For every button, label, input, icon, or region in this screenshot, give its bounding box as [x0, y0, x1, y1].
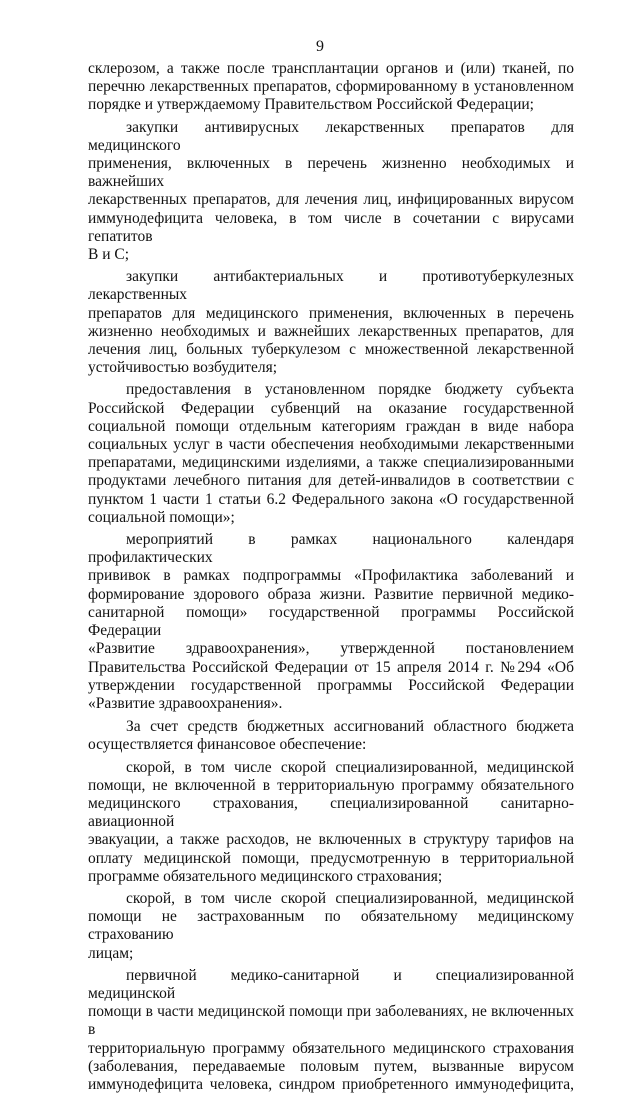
text-line: За счет средств бюджетных ассигнований областного бюджета: [126, 718, 574, 736]
paragraph: [88, 718, 574, 754]
text-line: Российской Федерации субвенций на оказание государственной: [88, 399, 574, 417]
text-line: программе обязательного медицинского страхования;: [88, 867, 443, 885]
paragraph: [88, 890, 574, 963]
text-line: перечню лекарственных препаратов, сформированному в установленном: [88, 78, 574, 96]
text-line: иммунодефицита человека, в том числе в сочетании с вирусами гепатитов: [88, 209, 574, 245]
text-line: социальной помощи»;: [88, 508, 235, 526]
text-line: (заболевания, передаваемые половым путем, вызванные вирусом: [88, 1057, 574, 1075]
text-line: пунктом 1 части 1 статьи 6.2 Федерального закона «О государственной: [88, 490, 574, 508]
text-line: помощи в части медицинской помощи при заболеваниях, не включенных в: [88, 1003, 574, 1039]
paragraph: [88, 759, 574, 886]
text-line: препаратами, медицинскими изделиями, а также специализированными: [88, 454, 574, 472]
text-line: «Развитие здравоохранения», утвержденной постановлением: [88, 640, 574, 658]
text-line: жизненно необходимых и важнейших лекарственных препаратов, для: [88, 322, 574, 340]
text-line: помощи не застрахованным по обязательному медицинскому страхованию: [88, 908, 574, 944]
document-body: [88, 60, 574, 1094]
text-line: формирование здорового образа жизни. Развитие первичной медико-: [88, 585, 574, 603]
text-line: закупки антибактериальных и противотуберкулезных лекарственных: [88, 268, 574, 304]
text-line: медицинского страхования, специализированной санитарно-авиационной: [88, 794, 574, 831]
text-line: иммунодефицита человека, синдром приобретенного иммунодефицита,: [88, 1075, 574, 1093]
text-line: скорой, в том числе скорой специализированной, медицинской: [126, 758, 574, 776]
text-line: лицам;: [88, 944, 134, 962]
paragraph: [88, 60, 574, 115]
text-line: закупки антивирусных лекарственных препаратов для медицинского: [88, 118, 574, 154]
text-line: оплату медицинской помощи, предусмотренную в территориальной: [88, 849, 574, 867]
paragraph: [88, 119, 574, 265]
text-line: применения, включенных в перечень жизненно необходимых и важнейших: [88, 155, 574, 191]
paragraph: [88, 381, 574, 527]
text-line: социальных услуг в части обеспечения необходимыми лекарственными: [88, 436, 574, 454]
text-line: «Развитие здравоохранения».: [88, 694, 283, 712]
text-line: Правительства Российской Федерации от 15 апреля 2014 г. №294 «Об: [88, 658, 574, 676]
paragraph: [88, 531, 574, 713]
text-line: утверждении государственной программы Российской Федерации: [88, 676, 574, 694]
text-line: осуществляется финансовое обеспечение:: [88, 736, 367, 754]
paragraph: [88, 268, 574, 377]
text-line: помощи, не включенной в территориальную программу обязательного: [88, 776, 574, 794]
text-line: эвакуации, а также расходов, не включенных в структуру тарифов на: [88, 831, 574, 849]
text-line: мероприятий в рамках национального календаря профилактических: [88, 531, 574, 567]
text-line: территориальную программу обязательного медицинского страхования: [88, 1039, 574, 1057]
text-line: санитарной помощи» государственной программы Российской Федерации: [88, 603, 574, 640]
text-line: первичной медико-санитарной и специализированной медицинской: [88, 966, 574, 1002]
text-line: лечения лиц, больных туберкулезом с множественной лекарственной: [88, 341, 574, 359]
text-line: скорой, в том числе скорой специализированной, медицинской: [126, 889, 574, 907]
text-line: прививок в рамках подпрограммы «Профилактика заболеваний и: [88, 567, 574, 585]
text-line: лекарственных препаратов, для лечения лиц, инфицированных вирусом: [88, 191, 574, 209]
text-line: социальной помощи отдельным категориям граждан в виде набора: [88, 417, 574, 435]
text-line: склерозом, а также после трансплантации органов и (или) тканей, по: [88, 60, 574, 77]
page-number: 9: [316, 38, 324, 55]
text-line: продуктами лечебного питания для детей-инвалидов в соответствии с: [88, 472, 574, 490]
paragraph: [88, 967, 574, 1094]
text-line: порядке и утверждаемому Правительством Российской Федерации;: [88, 96, 534, 114]
text-line: В и С;: [88, 246, 130, 264]
text-line: предоставления в установленном порядке бюджету субъекта: [126, 381, 574, 399]
text-line: устойчивостью возбудителя;: [88, 359, 278, 377]
text-line: препаратов для медицинского применения, включенных в перечень: [88, 304, 574, 322]
